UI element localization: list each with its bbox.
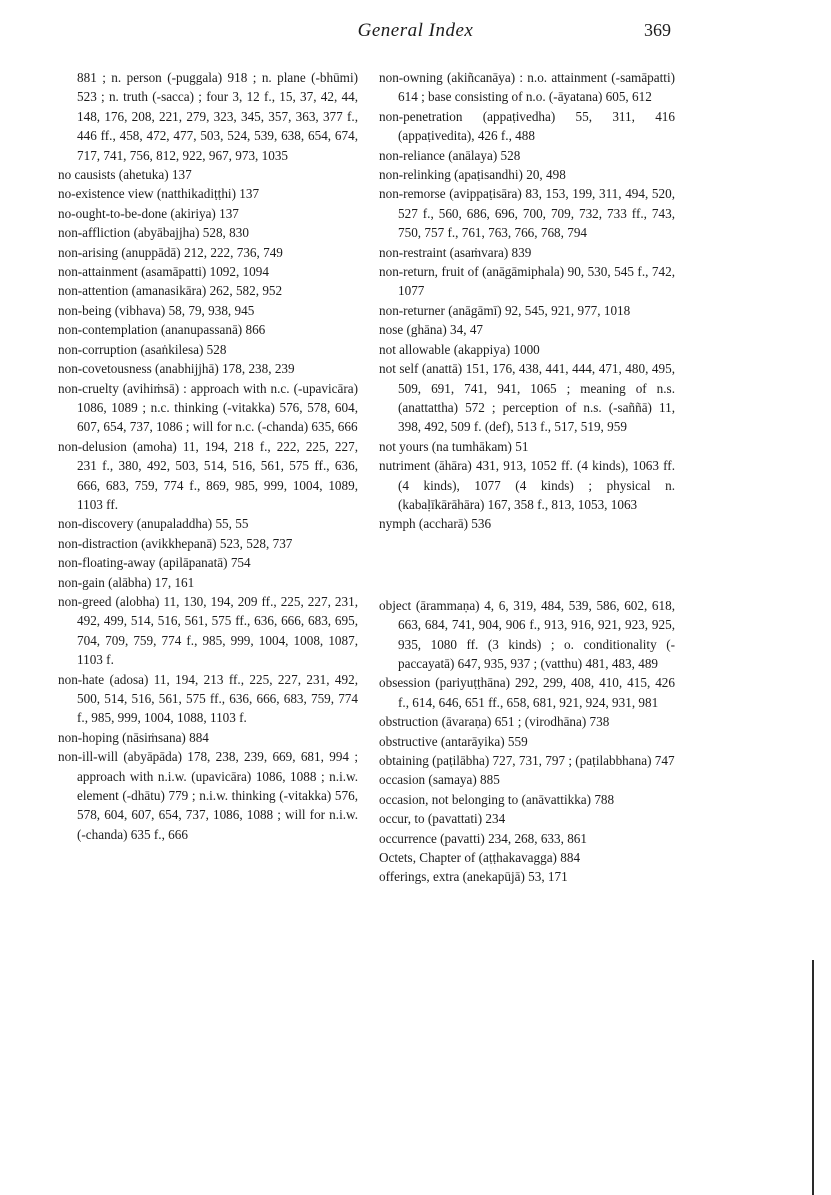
index-column-left xyxy=(58,68,358,844)
index-entry: non-restraint (asaṁvara) 839 xyxy=(379,244,532,260)
index-entry: non-attention (amanasikāra) 262, 582, 952 xyxy=(58,283,283,299)
index-entry: non-gain (alābha) 17, 161 xyxy=(58,574,195,590)
index-entry: not allowable (akappiya) 1000 xyxy=(379,341,540,357)
index-entry: obstruction (āvaraṇa) 651 ; (virodhāna) 738 xyxy=(379,714,610,730)
index-entry: no-existence view (natthikadiṭṭhi) 137 xyxy=(58,186,260,202)
index-entry: non-contemplation (ananupassanā) 866 xyxy=(58,322,266,338)
index-entry: non-greed (alobha) 11, 130, 194, 209 ff., 225, 227, 231, 492, 499, 514, 516, 561, 575 ff., 636, 666, 683, 695, 704, 709, 759, 774 f., 985, 999, 1004, 1008, 1087, 1103 f. xyxy=(58,593,358,668)
index-entry: obtaining (paṭilābha) 727, 731, 797 ; (paṭilabbhana) 747 xyxy=(379,753,675,768)
index-entry: non-hate (adosa) 11, 194, 213 ff., 225, 227, 231, 492, 500, 514, 516, 561, 575 ff., 636, 666, 683, 759, 774 f., 985, 999, 1004, 1088, 1103 f. xyxy=(58,671,358,726)
index-entry: non-cruelty (avihiṁsā) : approach with n.c. (-upavicāra) 1086, 1089 ; n.c. thinking (-vitakka) 576, 578, 604, 607, 654, 737, 1086 ; will for n.c. (-chanda) 635, 666 xyxy=(58,380,358,435)
index-entry: non-being (vibhava) 58, 79, 938, 945 xyxy=(58,302,255,318)
index-entry: occasion (samaya) 885 xyxy=(379,772,500,788)
index-entry: obsession (pariyuṭṭhāna) 292, 299, 408, 410, 415, 426 f., 614, 646, 651 ff., 658, 681, 921, 924, 931, 981 xyxy=(379,675,675,710)
index-entry: non-owning (akiñcanāya) : n.o. attainment (-samāpatti) 614 ; base consisting of n.o. (-āyatana) 605, 612 xyxy=(379,70,675,105)
index-entry: non-returner (anāgāmī) 92, 545, 921, 977, 1018 xyxy=(379,302,631,318)
index-entry: obstructive (antarāyika) 559 xyxy=(379,733,528,749)
index-entry: not self (anattā) 151, 176, 438, 441, 444, 471, 480, 495, 509, 691, 741, 941, 1065 ; meaning of n.s. (anattattha) 572 ; perception of n.s. (-saññā) 11, 398, 492, 509 f. (def), 513 f., 517, 519, 959 xyxy=(379,361,675,435)
index-entry: Octets, Chapter of (aṭṭhakavagga) 884 xyxy=(379,850,581,866)
index-entry: non-attainment (asamāpatti) 1092, 1094 xyxy=(58,264,269,280)
index-entry: nymph (accharā) 536 xyxy=(379,516,492,532)
index-entry: non-delusion (amoha) 11, 194, 218 f., 222, 225, 227, 231 f., 380, 492, 503, 514, 516, 561, 575 ff., 636, 666, 683, 759, 774 f., 869, 985, 999, 1004, 1089, 1103 ff. xyxy=(58,438,358,512)
index-entry: non-hoping (nāsiṁsana) 884 xyxy=(58,729,209,745)
letter-section-gap xyxy=(379,534,675,596)
index-entry: object (ārammaṇa) 4, 6, 319, 484, 539, 586, 602, 618, 663, 684, 741, 904, 906 f., 913, 916, 921, 923, 925, 935, 1080 ff. (3 kinds) ; o. conditionality (-paccayatā) 647, 935, 937 ; (vatthu) 481, 483, 489 xyxy=(379,597,675,671)
index-column-right xyxy=(379,68,675,887)
index-entry: non-floating-away (apilāpanatā) 754 xyxy=(58,555,251,571)
index-entry: occur, to (pavattati) 234 xyxy=(379,811,506,827)
index-entry: no causists (ahetuka) 137 xyxy=(58,167,192,183)
index-entry: occasion, not belonging to (anāvattikka) 788 xyxy=(379,791,615,807)
index-entry: non-penetration (appaṭivedha) 55, 311, 416 (appaṭivedita), 426 f., 488 xyxy=(379,108,675,144)
index-entry: 881 ; n. person (-puggala) 918 ; n. plane (-bhūmi) 523 ; n. truth (-sacca) ; four 3, 12 f., 15, 37, 42, 44, 148, 176, 208, 221, 279, 323, 345, 357, 363, 377 f., 446 ff., 458, 472, 477, 503, 524, 539, 638, 654, 674, 717, 741, 756, 812, 922, 967, 973, 1035 xyxy=(77,70,358,163)
index-entry: non-return, fruit of (anāgāmiphala) 90, 530, 545 f., 742, 1077 xyxy=(379,264,675,299)
index-entry: non-relinking (apaṭisandhi) 20, 498 xyxy=(379,167,566,183)
index-entry: offerings, extra (anekapūjā) 53, 171 xyxy=(379,869,568,885)
index-entry: non-covetousness (anabhijjhā) 178, 238, 239 xyxy=(58,361,295,377)
index-entry: non-corruption (asaṅkilesa) 528 xyxy=(58,341,227,357)
index-entry: nutriment (āhāra) 431, 913, 1052 ff. (4 kinds), 1063 ff. (4 kinds), 1077 (4 kinds) ; physical n. (kabaḷīkārāhāra) 167, 358 f., 813, 1053, 1063 xyxy=(379,458,675,512)
index-entry: non-distraction (avikkhepanā) 523, 528, 737 xyxy=(58,535,293,551)
index-entry: non-ill-will (abyāpāda) 178, 238, 239, 669, 681, 994 ; approach with n.i.w. (upavicāra) 1086, 1088 ; n.i.w. element (-dhātu) 779 ; n.i.w. thinking (-vitakka) 576, 578, 604, 607, 654, 737, 1086, 1088 ; will for n.i.w. (-chanda) 635 f., 666 xyxy=(58,749,358,842)
index-entry: non-discovery (anupaladdha) 55, 55 xyxy=(58,516,249,532)
index-entry: non-remorse (avippaṭisāra) 83, 153, 199, 311, 494, 520, 527 f., 560, 686, 696, 700, 709, 732, 733 ff., 743, 750, 757 f., 761, 763, 766, 768, 794 xyxy=(379,186,675,241)
running-header-title: General Index xyxy=(357,20,474,41)
page-number: 369 xyxy=(644,20,671,40)
index-entry: not yours (na tumhākam) 51 xyxy=(379,438,529,454)
index-entry: nose (ghāna) 34, 47 xyxy=(379,322,484,338)
scan-edge-mark xyxy=(812,960,814,1195)
index-entry: non-arising (anuppādā) 212, 222, 736, 749 xyxy=(58,244,283,260)
index-entry: occurrence (pavatti) 234, 268, 633, 861 xyxy=(379,830,587,846)
index-entry: non-reliance (anālaya) 528 xyxy=(379,147,521,163)
index-entry: non-affliction (abyābajjha) 528, 830 xyxy=(58,225,249,241)
index-entry: no-ought-to-be-done (akiriya) 137 xyxy=(58,205,239,221)
